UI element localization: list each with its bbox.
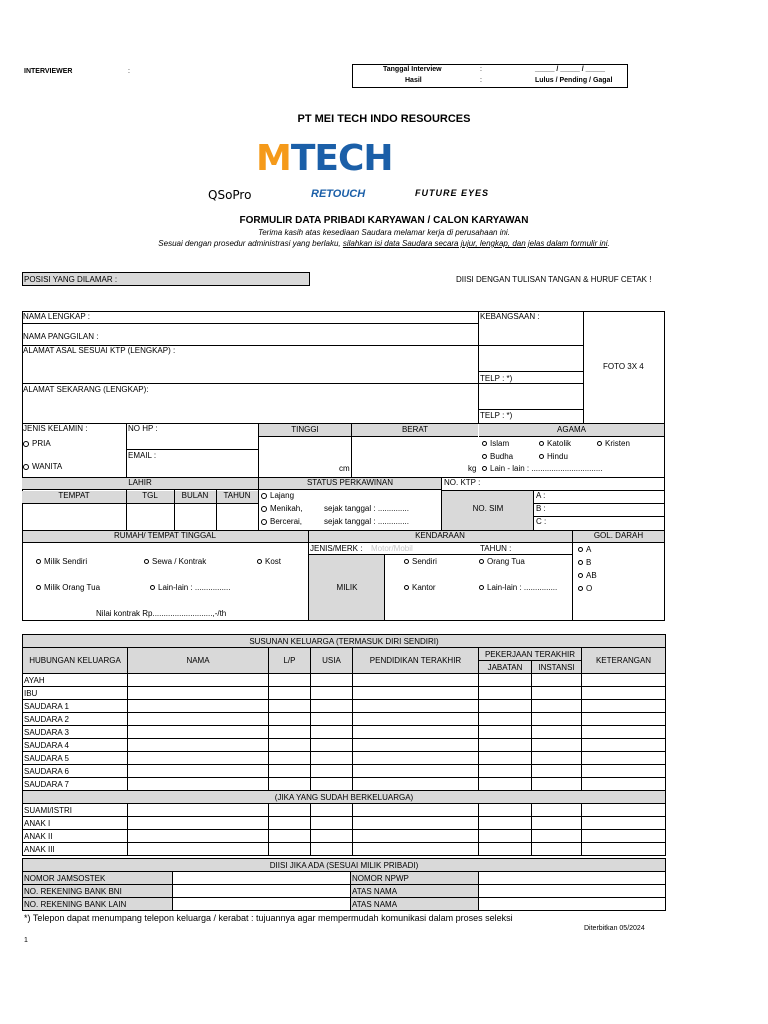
sim-c-label: C : — [536, 517, 547, 526]
kristen-option[interactable]: Kristen — [597, 439, 630, 448]
table-row — [23, 843, 666, 856]
footer-note: *) Telepon dapat menumpang telepon keluarga / kerabat : tujuannya agar mempermudah komunikasi dalam proses seleksi — [24, 913, 513, 923]
table-cell-input[interactable] — [479, 726, 532, 739]
darah-b-radio-icon — [578, 560, 583, 565]
table-cell-input[interactable] — [311, 739, 353, 752]
table-row — [23, 752, 666, 765]
jamsostek-input[interactable] — [173, 872, 351, 885]
posisi-note: DIISI DENGAN TULISAN TANGAN & HURUF CETAK ! — [456, 275, 652, 284]
hubungan-header: HUBUNGAN KELUARGA — [23, 648, 128, 674]
table-cell-input[interactable] — [582, 687, 666, 700]
relation-label: SUAMI/ISTRI — [23, 804, 128, 817]
darah-ab-option[interactable]: AB — [578, 571, 597, 580]
atas-nama-1-input[interactable] — [479, 885, 666, 898]
relation-label: SAUDARA 5 — [23, 752, 128, 765]
relation-label: AYAH — [23, 674, 128, 687]
pria-radio-icon — [23, 441, 29, 447]
table-cell-input[interactable] — [353, 830, 479, 843]
milik-ortu-option[interactable]: Milik Orang Tua — [36, 583, 100, 592]
email-label: EMAIL : — [128, 451, 157, 460]
table-cell-input[interactable] — [532, 700, 582, 713]
table-cell-input[interactable] — [128, 752, 269, 765]
table-cell-input[interactable] — [532, 778, 582, 791]
table-cell-input[interactable] — [311, 817, 353, 830]
relation-label: SAUDARA 1 — [23, 700, 128, 713]
tempat-header: TEMPAT — [58, 491, 90, 500]
tahun-header: TAHUN — [223, 491, 251, 500]
table-cell-input[interactable] — [128, 726, 269, 739]
hasil-label: Hasil — [405, 77, 422, 84]
table-cell-input[interactable] — [128, 843, 269, 856]
sim-a-label: A : — [536, 491, 546, 500]
table-cell-input[interactable] — [269, 726, 311, 739]
kendaraan-sendiri-option[interactable]: Sendiri — [404, 557, 437, 566]
table-cell-input[interactable] — [269, 739, 311, 752]
sejak-bercerai: sejak tanggal : .............. — [324, 517, 409, 526]
table-row — [23, 700, 666, 713]
telp-1-label: TELP : *) — [480, 374, 513, 383]
table-cell-input[interactable] — [479, 830, 532, 843]
rumah-kendaraan-block — [22, 530, 665, 621]
table-cell-input[interactable] — [479, 739, 532, 752]
tanggal-colon: : — [480, 66, 482, 73]
table-cell-input[interactable] — [353, 765, 479, 778]
status-header: STATUS PERKAWINAN — [306, 478, 394, 487]
jabatan-header: JABATAN — [479, 661, 532, 674]
table-cell-input[interactable] — [582, 804, 666, 817]
table-cell-input[interactable] — [582, 739, 666, 752]
wanita-option[interactable] — [23, 462, 62, 471]
nilai-kontrak: Nilai kontrak Rp...........................,-/th — [96, 609, 227, 618]
darah-a-radio-icon — [578, 547, 583, 552]
table-cell-input[interactable] — [311, 726, 353, 739]
foto-label: FOTO 3X 4 — [603, 362, 644, 371]
lajang-option[interactable]: Lajang — [261, 491, 294, 500]
kendaraan-ortu-radio-icon — [479, 559, 484, 564]
form-intro-2b: silahkan isi data Saudara secara jujur, lengkap, dan jelas dalam formulir ini — [342, 239, 608, 248]
tanggal-interview-label: Tanggal Interview — [383, 66, 442, 73]
form-intro-1: Terima kasih atas kesediaan Saudara melamar kerja di perusahaan ini. — [258, 228, 510, 237]
tanggal-interview-value[interactable]: _____ / _____ / _____ — [535, 66, 606, 73]
katolik-radio-icon — [539, 441, 544, 446]
kendaraan-kantor-radio-icon — [404, 585, 409, 590]
berat-header: BERAT — [401, 425, 429, 434]
tinggi-header: TINGGI — [291, 425, 319, 434]
kendaraan-sendiri-radio-icon — [404, 559, 409, 564]
relation-label: IBU — [23, 687, 128, 700]
milik-label: MILIK — [336, 583, 358, 592]
table-cell-input[interactable] — [128, 778, 269, 791]
qsopro-logo: QSoPro — [208, 188, 252, 202]
keluarga-rows — [23, 674, 666, 791]
lainnya-table — [22, 858, 666, 911]
table-cell-input[interactable] — [582, 843, 666, 856]
menikah-option[interactable]: Menikah, — [261, 504, 302, 513]
kendaraan-header: KENDARAAN — [415, 531, 465, 540]
table-cell-input[interactable] — [269, 765, 311, 778]
hasil-colon: : — [480, 77, 482, 84]
table-row — [23, 765, 666, 778]
telp-2-label: TELP : *) — [480, 411, 513, 420]
table-cell-input[interactable] — [353, 843, 479, 856]
no-hp-label: NO HP : — [128, 424, 158, 433]
table-cell-input[interactable] — [353, 726, 479, 739]
lahir-header: LAHIR — [128, 478, 152, 487]
interview-box — [352, 64, 628, 88]
islam-option[interactable]: Islam — [482, 439, 509, 448]
hindu-option[interactable]: Hindu — [539, 452, 568, 461]
sim-b-label: B : — [536, 504, 546, 513]
table-row — [23, 726, 666, 739]
table-cell-input[interactable] — [582, 713, 666, 726]
sejak-menikah: sejak tanggal : .............. — [324, 504, 409, 513]
mtech-logo — [256, 138, 393, 184]
milik-sendiri-option[interactable]: Milik Sendiri — [36, 557, 87, 566]
pekerjaan-header: PEKERJAAN TERAKHIR — [479, 648, 582, 661]
table-cell-input[interactable] — [479, 778, 532, 791]
kendaraan-lain-option[interactable]: Lain-lain : ............... — [479, 583, 557, 592]
table-cell-input[interactable] — [128, 804, 269, 817]
table-cell-input[interactable] — [128, 687, 269, 700]
table-cell-input[interactable] — [128, 830, 269, 843]
no-ktp-label: NO. KTP : — [444, 478, 481, 487]
keterangan-header: KETERANGAN — [582, 648, 666, 674]
bercerai-option[interactable]: Bercerai, — [261, 517, 302, 526]
form-intro-2a: Sesuai dengan prosedur administrasi yang berlaku, — [158, 239, 341, 248]
table-cell-input[interactable] — [532, 843, 582, 856]
table-cell-input[interactable] — [269, 687, 311, 700]
cm-unit: cm — [339, 464, 350, 473]
kebangsaan-label: KEBANGSAAN : — [480, 312, 540, 321]
table-cell-input[interactable] — [582, 817, 666, 830]
table-cell-input[interactable] — [353, 700, 479, 713]
table-cell-input[interactable] — [269, 843, 311, 856]
table-cell-input[interactable] — [269, 804, 311, 817]
retouch-logo: RETOUCH — [311, 188, 366, 200]
table-cell-input[interactable] — [532, 765, 582, 778]
relation-label: SAUDARA 2 — [23, 713, 128, 726]
table-cell-input[interactable] — [582, 726, 666, 739]
married-title: (JIKA YANG SUDAH BERKELUARGA) — [23, 791, 666, 804]
table-row — [23, 713, 666, 726]
wanita-radio-icon — [23, 464, 29, 470]
kendaraan-lain-radio-icon — [479, 585, 484, 590]
table-row — [23, 817, 666, 830]
table-cell-input[interactable] — [532, 687, 582, 700]
keluarga-title: SUSUNAN KELUARGA (TERMASUK DIRI SENDIRI) — [23, 635, 666, 648]
diterbitkan: Diterbitkan 05/2024 — [584, 925, 645, 932]
table-cell-input[interactable] — [532, 830, 582, 843]
bank-lain-label: NO. REKENING BANK LAIN — [23, 898, 173, 911]
atas-nama-2-input[interactable] — [479, 898, 666, 911]
darah-o-option[interactable]: O — [578, 584, 592, 593]
married-rows — [23, 804, 666, 856]
lajang-radio-icon — [261, 493, 267, 499]
table-cell-input[interactable] — [269, 713, 311, 726]
nama-header: NAMA — [128, 648, 269, 674]
table-cell-input[interactable] — [479, 687, 532, 700]
table-cell-input[interactable] — [311, 700, 353, 713]
table-cell-input[interactable] — [532, 739, 582, 752]
table-cell-input[interactable] — [532, 804, 582, 817]
table-cell-input[interactable] — [479, 700, 532, 713]
posisi-field[interactable] — [22, 272, 310, 286]
table-row — [23, 687, 666, 700]
company-name: PT MEI TECH INDO RESOURCES — [297, 113, 471, 125]
sewa-option[interactable]: Sewa / Kontrak — [144, 557, 206, 566]
gol-darah-header: GOL. DARAH — [593, 531, 644, 540]
table-cell-input[interactable] — [479, 674, 532, 687]
table-cell-input[interactable] — [311, 687, 353, 700]
table-cell-input[interactable] — [353, 739, 479, 752]
kendaraan-ortu-option[interactable]: Orang Tua — [479, 557, 525, 566]
table-cell-input[interactable] — [582, 830, 666, 843]
table-cell-input[interactable] — [269, 817, 311, 830]
kost-option[interactable]: Kost — [257, 557, 281, 566]
nama-lengkap-label: NAMA LENGKAP : — [23, 312, 90, 321]
table-cell-input[interactable] — [269, 674, 311, 687]
relation-label: SAUDARA 3 — [23, 726, 128, 739]
alamat-sekarang-label: ALAMAT SEKARANG (LENGKAP): — [23, 385, 149, 394]
npwp-input[interactable] — [479, 872, 666, 885]
usia-header: USIA — [311, 648, 353, 674]
personal-data-block — [22, 311, 665, 531]
table-cell-input[interactable] — [128, 674, 269, 687]
table-cell-input[interactable] — [582, 700, 666, 713]
logo-tech-text: TECH — [290, 138, 393, 179]
budha-radio-icon — [482, 454, 487, 459]
jenis-merk-input[interactable]: Motor/Mobil — [371, 544, 413, 553]
interviewer-colon: : — [128, 68, 130, 75]
islam-radio-icon — [482, 441, 487, 446]
table-cell-input[interactable] — [582, 778, 666, 791]
budha-option[interactable]: Budha — [482, 452, 513, 461]
table-cell-input[interactable] — [311, 843, 353, 856]
table-cell-input[interactable] — [532, 674, 582, 687]
table-cell-input[interactable] — [532, 726, 582, 739]
table-cell-input[interactable] — [353, 804, 479, 817]
table-cell-input[interactable] — [311, 713, 353, 726]
jamsostek-label: NOMOR JAMSOSTEK — [23, 872, 173, 885]
table-cell-input[interactable] — [128, 765, 269, 778]
table-cell-input[interactable] — [128, 739, 269, 752]
table-cell-input[interactable] — [353, 752, 479, 765]
table-cell-input[interactable] — [311, 830, 353, 843]
table-row — [23, 778, 666, 791]
table-cell-input[interactable] — [353, 713, 479, 726]
table-cell-input[interactable] — [269, 700, 311, 713]
table-cell-input[interactable] — [479, 752, 532, 765]
kendaraan-kantor-option[interactable]: Kantor — [404, 583, 436, 592]
hindu-radio-icon — [539, 454, 544, 459]
table-cell-input[interactable] — [353, 817, 479, 830]
rumah-lain-option[interactable]: Lain-lain : ................ — [150, 583, 230, 592]
darah-ab-radio-icon — [578, 573, 583, 578]
darah-o-radio-icon — [578, 586, 583, 591]
pendidikan-header: PENDIDIKAN TERAKHIR — [353, 648, 479, 674]
relation-label: ANAK II — [23, 830, 128, 843]
kg-unit: kg — [468, 464, 477, 473]
relation-label: ANAK I — [23, 817, 128, 830]
posisi-label: POSISI YANG DILAMAR : — [24, 275, 118, 284]
form-intro-2c: . — [607, 239, 610, 248]
lain-option[interactable]: Lain - lain : ................................ — [482, 464, 602, 473]
table-row — [23, 739, 666, 752]
no-sim-label: NO. SIM — [472, 504, 504, 513]
table-cell-input[interactable] — [128, 817, 269, 830]
keluarga-table — [22, 634, 666, 856]
page-number: 1 — [24, 937, 28, 944]
logo-m-letter: M — [256, 138, 291, 179]
interviewer-label: INTERVIEWER — [24, 68, 73, 75]
lain-radio-icon — [482, 466, 487, 471]
table-cell-input[interactable] — [479, 713, 532, 726]
table-cell-input[interactable] — [532, 817, 582, 830]
table-cell-input[interactable] — [479, 843, 532, 856]
rumah-header: RUMAH/ TEMPAT TINGGAL — [114, 531, 216, 540]
table-cell-input[interactable] — [479, 765, 532, 778]
sewa-radio-icon — [144, 559, 149, 564]
darah-b-option[interactable]: B — [578, 558, 591, 567]
table-cell-input[interactable] — [353, 674, 479, 687]
table-cell-input[interactable] — [269, 778, 311, 791]
darah-a-option[interactable]: A — [578, 545, 591, 554]
table-cell-input[interactable] — [479, 817, 532, 830]
table-cell-input[interactable] — [311, 804, 353, 817]
relation-label: SAUDARA 6 — [23, 765, 128, 778]
alamat-ktp-label: ALAMAT ASAL SESUAI KTP (LENGKAP) : — [23, 346, 176, 355]
table-cell-input[interactable] — [353, 687, 479, 700]
nama-panggilan-label: NAMA PANGGILAN : — [23, 332, 99, 341]
table-row — [23, 830, 666, 843]
relation-label: SAUDARA 7 — [23, 778, 128, 791]
table-cell-input[interactable] — [479, 804, 532, 817]
table-cell-input[interactable] — [582, 674, 666, 687]
bank-lain-input[interactable] — [173, 898, 351, 911]
menikah-radio-icon — [261, 506, 267, 512]
table-cell-input[interactable] — [269, 830, 311, 843]
jenis-kelamin-label: JENIS KELAMIN : — [23, 424, 88, 433]
bulan-header: BULAN — [181, 491, 209, 500]
table-cell-input[interactable] — [353, 778, 479, 791]
milik-sendiri-radio-icon — [36, 559, 41, 564]
form-title: FORMULIR DATA PRIBADI KARYAWAN / CALON KARYAWAN — [239, 215, 529, 226]
table-cell-input[interactable] — [128, 713, 269, 726]
katolik-option[interactable]: Katolik — [539, 439, 571, 448]
table-cell-input[interactable] — [582, 765, 666, 778]
agama-header: AGAMA — [557, 425, 586, 434]
table-cell-input[interactable] — [311, 778, 353, 791]
table-cell-input[interactable] — [582, 752, 666, 765]
relation-label: SAUDARA 4 — [23, 739, 128, 752]
table-cell-input[interactable] — [532, 713, 582, 726]
table-cell-input[interactable] — [311, 765, 353, 778]
tahun-kendaraan-label: TAHUN : — [480, 544, 512, 553]
table-cell-input[interactable] — [128, 700, 269, 713]
table-cell-input[interactable] — [269, 752, 311, 765]
table-cell-input[interactable] — [311, 752, 353, 765]
kristen-radio-icon — [597, 441, 602, 446]
lp-header: L/P — [269, 648, 311, 674]
hasil-value[interactable]: Lulus / Pending / Gagal — [535, 77, 613, 84]
bercerai-radio-icon — [261, 519, 267, 525]
kost-radio-icon — [257, 559, 262, 564]
wanita-label: WANITA — [32, 462, 63, 471]
atas-nama-1-label: ATAS NAMA — [351, 885, 479, 898]
jenis-merk-label: JENIS/MERK : — [310, 544, 363, 553]
npwp-label: NOMOR NPWP — [351, 872, 479, 885]
pria-label: PRIA — [32, 439, 51, 448]
form-intro-2 — [0, 239, 768, 248]
rumah-lain-radio-icon — [150, 585, 155, 590]
table-cell-input[interactable] — [311, 674, 353, 687]
future-eyes-logo: FUTURE EYES — [415, 188, 490, 198]
table-row — [23, 674, 666, 687]
milik-ortu-radio-icon — [36, 585, 41, 590]
atas-nama-2-label: ATAS NAMA — [351, 898, 479, 911]
lainnya-title: DIISI JIKA ADA (SESUAI MILIK PRIBADI) — [23, 859, 666, 872]
table-cell-input[interactable] — [532, 752, 582, 765]
instansi-header: INSTANSI — [532, 661, 582, 674]
tgl-header: TGL — [142, 491, 158, 500]
pria-option[interactable] — [23, 439, 51, 448]
relation-label: ANAK III — [23, 843, 128, 856]
table-row — [23, 804, 666, 817]
bni-label: NO. REKENING BANK BNI — [23, 885, 173, 898]
bni-input[interactable] — [173, 885, 351, 898]
